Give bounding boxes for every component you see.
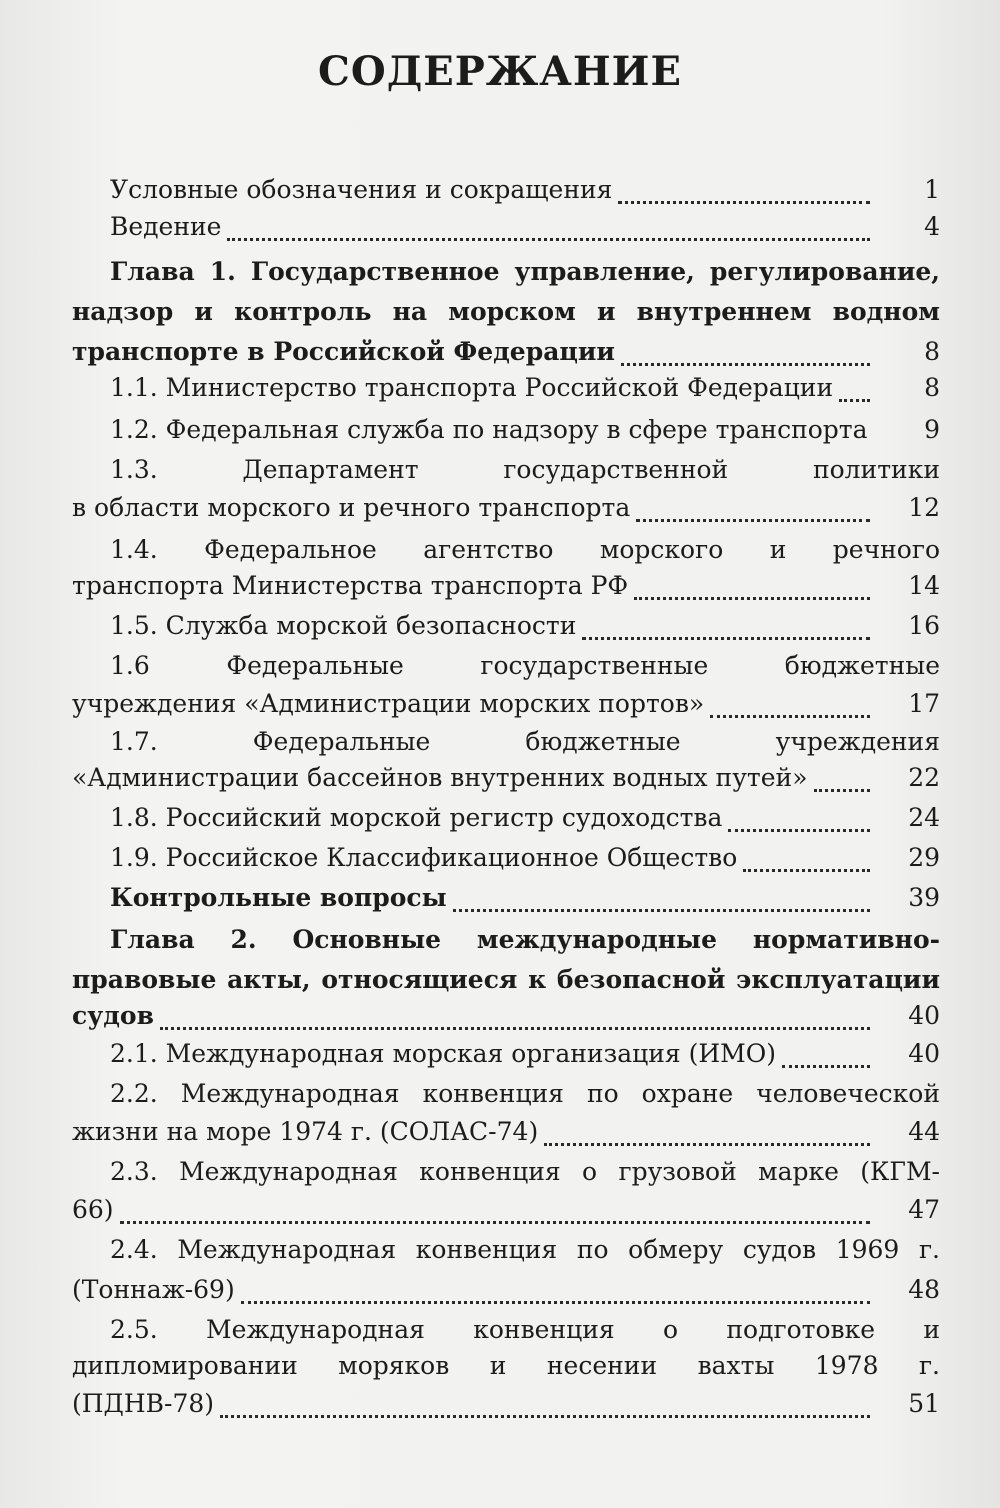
toc-entry-text: 2.1. Международная морская организация (ИМО) (110, 1039, 776, 1068)
toc-entry (72, 722, 940, 762)
dot-leader (227, 201, 870, 241)
toc-page-number: 48 (908, 1275, 940, 1304)
toc-entry (72, 606, 940, 646)
dot-leader (453, 872, 870, 912)
toc-page-number: 47 (908, 1195, 940, 1224)
dot-leader (814, 752, 871, 792)
toc-entry-text: «Администрации бассейнов внутренних водных путей» (72, 763, 808, 792)
toc-page-number: 8 (924, 337, 940, 366)
dot-leader (582, 600, 870, 640)
dot-leader (621, 326, 870, 366)
toc-page-number: 40 (908, 1039, 940, 1068)
toc-entry-text: жизни на море 1974 г. (СОЛАС-74) (72, 1117, 539, 1146)
toc-entry (72, 1112, 940, 1152)
toc-entry-text: 2.5. Международная конвенция о подготовке и (110, 1315, 940, 1344)
dot-leader (636, 482, 870, 522)
toc-entry (72, 368, 940, 408)
toc-page-number: 4 (924, 212, 940, 241)
dot-leader (839, 362, 870, 402)
toc-entry-text: 1.7. Федеральные бюджетные учреждения (110, 727, 940, 756)
toc-entry (72, 1034, 940, 1074)
toc-entry-text: судов (72, 1001, 154, 1030)
toc-page-number: 40 (908, 1001, 940, 1030)
toc-entry-text: Контрольные вопросы (110, 883, 447, 912)
toc-entry (72, 207, 940, 247)
toc-entry-text: (ПДНВ-78) (72, 1389, 215, 1418)
toc-entry-text: 1.1. Министерство транспорта Российской Федерации (110, 373, 834, 402)
dot-leader (120, 1184, 870, 1224)
toc-page-number: 22 (908, 763, 940, 792)
dot-leader (544, 1106, 870, 1146)
toc-entry-text: Условные обозначения и сокращения (110, 175, 613, 204)
toc-entry-text: 1.5. Служба морской безопасности (110, 611, 577, 640)
toc-entry-text: Глава 1. Государственное управление, регулирование, (110, 257, 940, 286)
toc-entry-text: транспорта Министерства транспорта РФ (72, 571, 629, 600)
dot-leader (241, 1264, 870, 1304)
toc-entry-text: надзор и контроль на морском и внутреннем водном (72, 297, 940, 326)
toc-page-number: 17 (908, 689, 940, 718)
toc-entry-text: 1.8. Российский морской регистр судоходства (110, 803, 723, 832)
toc-entry (72, 252, 940, 292)
toc-entry (72, 488, 940, 528)
toc-entry-text: 1.6 Федеральные государственные бюджетные (110, 651, 940, 680)
toc-entry-text: (Тоннаж-69) (72, 1275, 235, 1304)
dot-leader (710, 678, 870, 718)
toc-page-number: 29 (908, 843, 940, 872)
dot-leader (634, 560, 870, 600)
toc-page-number: 12 (908, 493, 940, 522)
page-title: СОДЕРЖАНИЕ (318, 48, 682, 95)
toc-page-number: 1 (924, 175, 940, 204)
toc-entry-text: правовые акты, относящиеся к безопасной эксплуатации (72, 965, 940, 994)
toc-entry (72, 1270, 940, 1310)
toc-page-number: 51 (908, 1389, 940, 1418)
toc-page-number: 8 (924, 373, 940, 402)
toc-entry (72, 878, 940, 918)
toc-entry (72, 332, 940, 372)
toc-entry-text: Глава 2. Основные международные нормативно- (110, 925, 940, 954)
dot-leader (743, 832, 870, 872)
toc-entry (72, 1384, 940, 1424)
toc-entry (72, 1310, 940, 1350)
toc-entry-text: 2.3. Международная конвенция о грузовой марке (КГМ- (110, 1157, 940, 1186)
toc-entry (72, 1190, 940, 1230)
dot-leader (618, 164, 870, 204)
toc-entry-text: Ведение (110, 212, 222, 241)
toc-entry-text: 1.2. Федеральная служба по надзору в сфере транспорта (110, 415, 868, 444)
dot-leader (220, 1378, 870, 1418)
toc-entry-text: дипломировании моряков и несении вахты 1978 г. (72, 1351, 940, 1380)
toc-entry (72, 684, 940, 724)
toc-entry (72, 920, 940, 960)
toc-page-number: 44 (908, 1117, 940, 1146)
toc-page-number: 9 (924, 415, 940, 444)
toc-page-number: 39 (908, 883, 940, 912)
dot-leader (160, 990, 870, 1030)
toc-entry-text: в области морского и речного транспорта (72, 493, 631, 522)
dot-leader (782, 1028, 870, 1068)
toc-entry-text: 1.4. Федеральное агентство морского и речного (110, 535, 940, 564)
toc-entry-text: транспорте в Российской Федерации (72, 337, 615, 366)
toc-entry-text: 1.3. Департамент государственной политики (110, 455, 940, 484)
toc-entry-text: учреждения «Администрации морских портов» (72, 689, 705, 718)
toc-entry-text: 1.9. Российское Классификационное Общество (110, 843, 738, 872)
toc-page-number: 14 (908, 571, 940, 600)
toc-page-number: 16 (908, 611, 940, 640)
dot-leader (728, 792, 870, 832)
toc-entry-text: 2.2. Международная конвенция по охране человеческой (110, 1079, 940, 1108)
toc-entry (72, 410, 940, 450)
toc-page-number: 24 (908, 803, 940, 832)
toc-entry-text: 2.4. Международная конвенция по обмеру судов 1969 г. (110, 1235, 940, 1264)
toc-entry-text: 66) (72, 1195, 114, 1224)
